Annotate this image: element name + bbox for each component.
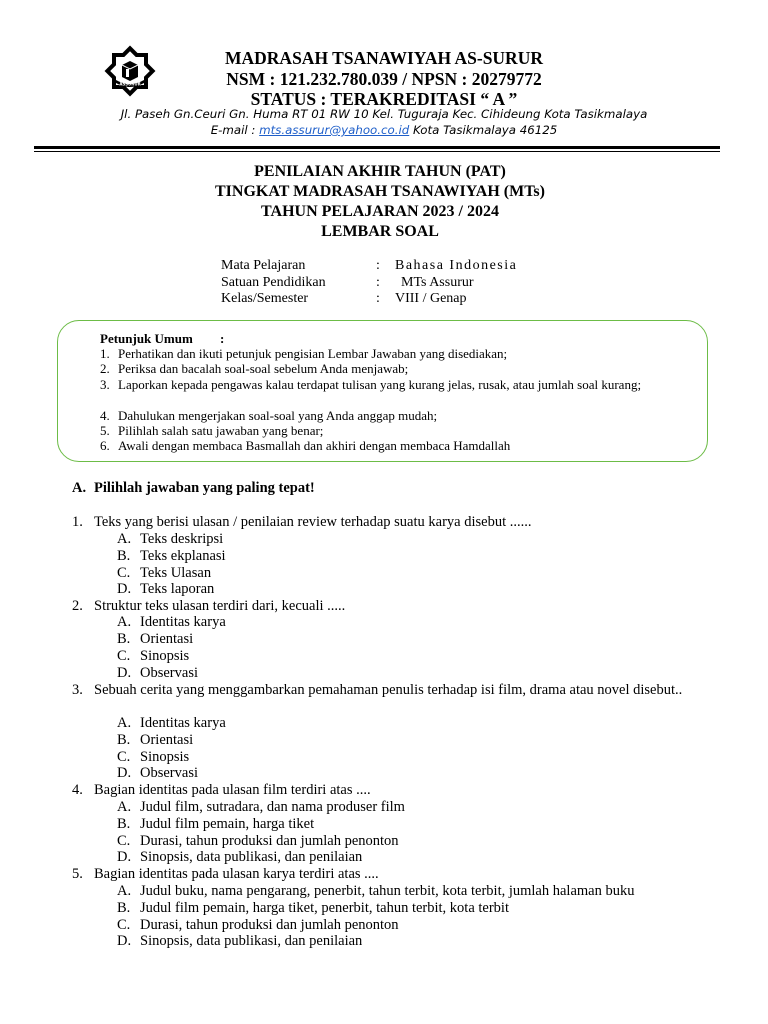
- option-text: Judul buku, nama pengarang, penerbit, tahun terbit, kota terbit, jumlah halaman buku: [140, 883, 635, 899]
- option-text: Judul film pemain, harga tiket, penerbit, tahun terbit, kota terbit: [140, 900, 509, 916]
- option-letter: C.: [117, 833, 131, 849]
- instruction-text: Periksa dan bacalah soal-soal sebelum Anda menjawab;: [118, 361, 409, 376]
- info-value: MTs Assurur: [401, 275, 474, 290]
- option-letter: A.: [117, 883, 132, 899]
- option-text: Sinopsis: [140, 749, 190, 765]
- option-text: Orientasi: [140, 732, 194, 748]
- question-number: 5.: [72, 866, 83, 882]
- question-2: [72, 598, 712, 615]
- option-text: Judul film, sutradara, dan nama produser film: [140, 799, 405, 815]
- instruction-number: 6.: [100, 438, 110, 453]
- option-text: Sinopsis: [140, 648, 190, 664]
- instruction-item: [100, 361, 682, 376]
- email-suffix: Kota Tasikmalaya 46125: [409, 123, 558, 137]
- option-letter: A.: [117, 715, 132, 731]
- question-1: [72, 514, 712, 531]
- instructions-title: Petunjuk Umum: [100, 331, 193, 346]
- info-value: VIII / Genap: [395, 291, 467, 306]
- option-letter: D.: [117, 849, 132, 865]
- option-text: Sinopsis, data publikasi, dan penilaian: [140, 849, 363, 865]
- question-number: 2.: [72, 598, 83, 614]
- question-text: Bagian identitas pada ulasan karya terdiri atas ....: [94, 866, 379, 882]
- option-letter: A.: [117, 614, 132, 630]
- instruction-number: 3.: [100, 377, 110, 392]
- section-title: Pilihlah jawaban yang paling tepat!: [94, 480, 315, 496]
- accreditation-status: STATUS : TERAKREDITASI “ A ”: [250, 89, 518, 109]
- option-text: Observasi: [140, 765, 198, 781]
- header-rule-thick: [34, 146, 720, 149]
- exam-title: PENILAIAN AKHIR TAHUN (PAT): [254, 163, 506, 180]
- exam-sheet: LEMBAR SOAL: [321, 223, 439, 240]
- instruction-item: [100, 346, 682, 361]
- section-letter: A.: [72, 480, 87, 496]
- option-letter: D.: [117, 581, 132, 597]
- option-letter: A.: [117, 531, 132, 547]
- instructions-colon: :: [220, 331, 225, 346]
- option-text: Teks Ulasan: [140, 565, 212, 581]
- question-number: 3.: [72, 682, 83, 698]
- option-letter: B.: [117, 548, 131, 564]
- info-label: Kelas/Semester: [221, 291, 309, 306]
- question-number: 1.: [72, 514, 83, 530]
- question-number: 4.: [72, 782, 83, 798]
- question-text: Struktur teks ulasan terdiri dari, kecuali .....: [94, 598, 346, 614]
- question-text: Bagian identitas pada ulasan film terdiri atas ....: [94, 782, 371, 798]
- instruction-number: 2.: [100, 361, 110, 376]
- option-letter: B.: [117, 732, 131, 748]
- exam-level: TINGKAT MADRASAH TSANAWIYAH (MTs): [215, 183, 545, 200]
- logo-text: ASSURUR: [119, 81, 141, 87]
- option-letter: D.: [117, 665, 132, 681]
- instruction-item: [100, 423, 682, 438]
- question-4: [72, 782, 712, 799]
- option-letter: B.: [117, 631, 131, 647]
- question-5: [72, 866, 712, 883]
- instruction-text: Pilihlah salah satu jawaban yang benar;: [118, 423, 324, 438]
- instruction-text: Laporkan kepada pengawas kalau terdapat tulisan yang kurang jelas, rusak, atau jumlah soal kurang;: [118, 377, 642, 392]
- question-text: Sebuah cerita yang menggambarkan pemahaman penulis terhadap isi film, drama atau novel disebut..: [94, 682, 683, 698]
- option-text: Teks laporan: [140, 581, 215, 597]
- section-heading: [72, 480, 315, 497]
- instruction-text: Awali dengan membaca Basmallah dan akhiri dengan membaca Hamdallah: [118, 438, 511, 453]
- instruction-number: 1.: [100, 346, 110, 361]
- question-text: Teks yang berisi ulasan / penilaian review terhadap suatu karya disebut ......: [94, 514, 532, 530]
- instruction-number: 4.: [100, 408, 110, 423]
- option-text: Judul film pemain, harga tiket: [140, 816, 315, 832]
- instruction-number: 5.: [100, 423, 110, 438]
- header-rule-thin: [34, 151, 720, 152]
- info-colon: :: [376, 291, 380, 306]
- option-text: Teks ekplanasi: [140, 548, 226, 564]
- info-value: Bahasa Indonesia: [395, 258, 518, 273]
- option-text: Orientasi: [140, 631, 194, 647]
- instruction-text: Dahulukan mengerjakan soal-soal yang Anda anggap mudah;: [118, 408, 438, 423]
- option-text: Durasi, tahun produksi dan jumlah penonton: [140, 917, 399, 933]
- exam-year: TAHUN PELAJARAN 2023 / 2024: [261, 203, 499, 220]
- option-text: Durasi, tahun produksi dan jumlah penonton: [140, 833, 399, 849]
- option-text: Teks deskripsi: [140, 531, 224, 547]
- info-colon: :: [376, 275, 380, 290]
- option-letter: B.: [117, 900, 131, 916]
- email-prefix: E-mail :: [210, 123, 260, 137]
- option-text: Identitas karya: [140, 614, 226, 630]
- question-3: [72, 682, 712, 699]
- info-label: Mata Pelajaran: [221, 258, 306, 273]
- instruction-item: [100, 438, 682, 453]
- school-name: MADRASAH TSANAWIYAH AS-SURUR: [225, 48, 543, 68]
- instructions-heading: [100, 331, 225, 347]
- info-colon: :: [376, 258, 380, 273]
- option-text: Sinopsis, data publikasi, dan penilaian: [140, 933, 363, 949]
- option-letter: B.: [117, 816, 131, 832]
- email-link[interactable]: mts.assurur@yahoo.co.id: [259, 123, 410, 137]
- info-label: Satuan Pendidikan: [221, 275, 326, 290]
- instruction-text: Perhatikan dan ikuti petunjuk pengisian Lembar Jawaban yang disediakan;: [118, 346, 508, 361]
- option-letter: A.: [117, 799, 132, 815]
- school-numbers: NSM : 121.232.780.039 / NPSN : 20279772: [226, 69, 542, 89]
- instruction-item: [100, 377, 682, 392]
- school-address: Jl. Paseh Gn.Ceuri Gn. Huma RT 01 RW 10 Kel. Tuguraja Kec. Cihideung Kota Tasikmalaya: [120, 107, 648, 121]
- option-letter: C.: [117, 565, 131, 581]
- option-letter: D.: [117, 933, 132, 949]
- option-letter: C.: [117, 749, 131, 765]
- option-letter: C.: [117, 648, 131, 664]
- option-text: Observasi: [140, 665, 198, 681]
- option-text: Identitas karya: [140, 715, 226, 731]
- school-email-line: [0, 123, 768, 137]
- option-letter: D.: [117, 765, 132, 781]
- instruction-item: [100, 408, 682, 423]
- option-letter: C.: [117, 917, 131, 933]
